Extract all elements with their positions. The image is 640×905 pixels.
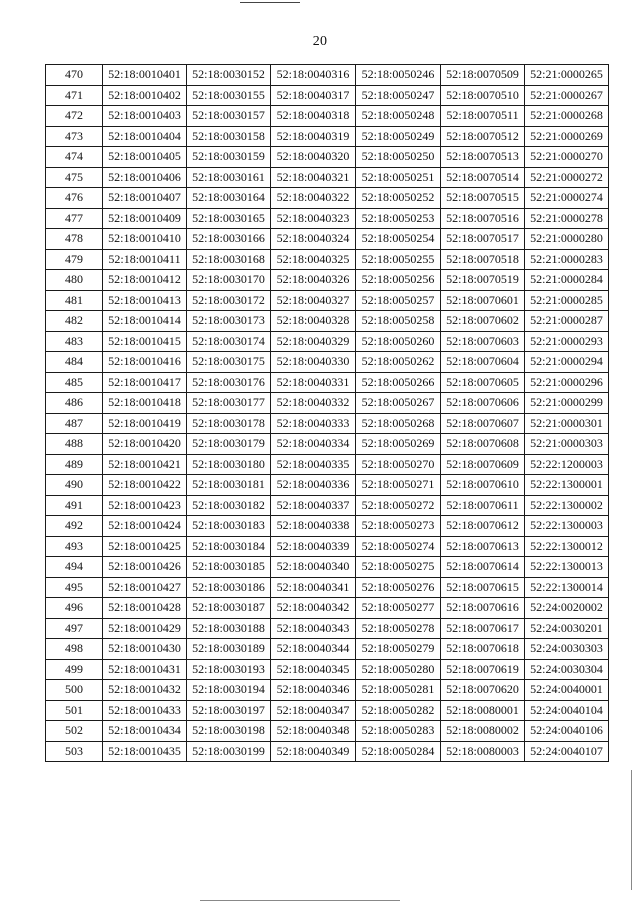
cadastral-number-cell: 52:18:0030174 — [187, 331, 271, 352]
cadastral-number-cell: 52:18:0070513 — [441, 147, 525, 168]
cadastral-number-cell: 52:18:0050274 — [356, 536, 441, 557]
cadastral-number-cell: 52:18:0050254 — [356, 229, 441, 250]
cadastral-number-cell: 52:18:0040327 — [271, 290, 356, 311]
cadastral-number-cell: 52:18:0040326 — [271, 270, 356, 291]
row-number-cell: 478 — [46, 229, 103, 250]
cadastral-number-cell: 52:18:0050258 — [356, 311, 441, 332]
cadastral-number-cell: 52:18:0010435 — [103, 741, 187, 762]
cadastral-number-cell: 52:18:0030170 — [187, 270, 271, 291]
cadastral-number-cell: 52:18:0040318 — [271, 106, 356, 127]
row-number-cell: 496 — [46, 598, 103, 619]
table-row — [46, 434, 609, 455]
cadastral-number-cell: 52:21:0000283 — [525, 249, 609, 270]
cadastral-number-cell: 52:18:0010433 — [103, 700, 187, 721]
table-row — [46, 393, 609, 414]
table-row — [46, 372, 609, 393]
table-row — [46, 721, 609, 742]
cadastral-number-cell: 52:24:0040104 — [525, 700, 609, 721]
table-row — [46, 741, 609, 762]
cadastral-number-cell: 52:18:0050246 — [356, 65, 441, 86]
cadastral-number-cell: 52:18:0030164 — [187, 188, 271, 209]
row-number-cell: 483 — [46, 331, 103, 352]
cadastral-number-cell: 52:18:0080002 — [441, 721, 525, 742]
cadastral-number-cell: 52:18:0010404 — [103, 126, 187, 147]
cadastral-number-cell: 52:18:0040316 — [271, 65, 356, 86]
table-row — [46, 208, 609, 229]
cadastral-number-cell: 52:18:0050278 — [356, 618, 441, 639]
table-row — [46, 85, 609, 106]
row-number-cell: 484 — [46, 352, 103, 373]
cadastral-number-cell: 52:18:0040342 — [271, 598, 356, 619]
cadastral-number-cell: 52:22:1300014 — [525, 577, 609, 598]
row-number-cell: 470 — [46, 65, 103, 86]
page-number: 20 — [312, 34, 328, 49]
table-row — [46, 249, 609, 270]
cadastral-number-cell: 52:18:0030168 — [187, 249, 271, 270]
cadastral-number-cell: 52:18:0070620 — [441, 680, 525, 701]
cadastral-number-cell: 52:18:0040329 — [271, 331, 356, 352]
row-number-cell: 477 — [46, 208, 103, 229]
cadastral-number-cell: 52:18:0070614 — [441, 557, 525, 578]
cadastral-number-cell: 52:18:0070514 — [441, 167, 525, 188]
cadastral-number-cell: 52:18:0010424 — [103, 516, 187, 537]
cadastral-number-cell: 52:21:0000294 — [525, 352, 609, 373]
cadastral-number-cell: 52:21:0000269 — [525, 126, 609, 147]
cadastral-number-cell: 52:18:0040328 — [271, 311, 356, 332]
row-number-cell: 495 — [46, 577, 103, 598]
cadastral-number-cell: 52:18:0070617 — [441, 618, 525, 639]
cadastral-number-cell: 52:18:0070517 — [441, 229, 525, 250]
cadastral-number-cell: 52:18:0070612 — [441, 516, 525, 537]
cadastral-number-cell: 52:18:0010409 — [103, 208, 187, 229]
cadastral-number-cell: 52:18:0030199 — [187, 741, 271, 762]
cadastral-number-cell: 52:18:0050284 — [356, 741, 441, 762]
table-row — [46, 700, 609, 721]
cadastral-number-cell: 52:18:0010434 — [103, 721, 187, 742]
cadastral-number-cell: 52:18:0030178 — [187, 413, 271, 434]
cadastral-number-cell: 52:22:1300003 — [525, 516, 609, 537]
cadastral-number-cell: 52:22:1200003 — [525, 454, 609, 475]
cadastral-number-cell: 52:18:0030165 — [187, 208, 271, 229]
cadastral-number-cell: 52:18:0070618 — [441, 639, 525, 660]
row-number-cell: 473 — [46, 126, 103, 147]
cadastral-number-cell: 52:18:0050251 — [356, 167, 441, 188]
cadastral-number-cell: 52:18:0040341 — [271, 577, 356, 598]
cadastral-number-cell: 52:18:0010415 — [103, 331, 187, 352]
cadastral-number-cell: 52:22:1300001 — [525, 475, 609, 496]
row-number-cell: 490 — [46, 475, 103, 496]
cadastral-number-cell: 52:18:0010431 — [103, 659, 187, 680]
cadastral-number-cell: 52:18:0030193 — [187, 659, 271, 680]
cadastral-number-cell: 52:18:0070616 — [441, 598, 525, 619]
cadastral-number-cell: 52:18:0050277 — [356, 598, 441, 619]
cadastral-number-cell: 52:18:0040323 — [271, 208, 356, 229]
row-number-cell: 474 — [46, 147, 103, 168]
cadastral-number-cell: 52:21:0000265 — [525, 65, 609, 86]
cadastral-number-cell: 52:18:0040344 — [271, 639, 356, 660]
cadastral-number-cell: 52:21:0000280 — [525, 229, 609, 250]
cadastral-number-cell: 52:18:0040337 — [271, 495, 356, 516]
cadastral-number-cell: 52:18:0040317 — [271, 85, 356, 106]
cadastral-number-cell: 52:21:0000270 — [525, 147, 609, 168]
cadastral-number-cell: 52:18:0010427 — [103, 577, 187, 598]
cadastral-number-cell: 52:18:0030152 — [187, 65, 271, 86]
cadastral-number-cell: 52:18:0040322 — [271, 188, 356, 209]
cadastral-number-cell: 52:24:0040001 — [525, 680, 609, 701]
cadastral-number-cell: 52:18:0040332 — [271, 393, 356, 414]
cadastral-number-cell: 52:18:0050275 — [356, 557, 441, 578]
cadastral-number-cell: 52:18:0040335 — [271, 454, 356, 475]
cadastral-number-cell: 52:18:0010412 — [103, 270, 187, 291]
cadastral-number-cell: 52:18:0010414 — [103, 311, 187, 332]
cadastral-number-cell: 52:18:0050266 — [356, 372, 441, 393]
cadastral-number-cell: 52:18:0050249 — [356, 126, 441, 147]
cadastral-number-cell: 52:18:0070605 — [441, 372, 525, 393]
table-row — [46, 65, 609, 86]
row-number-cell: 472 — [46, 106, 103, 127]
cadastral-number-cell: 52:22:1300012 — [525, 536, 609, 557]
cadastral-number-cell: 52:24:0020002 — [525, 598, 609, 619]
cadastral-number-cell: 52:18:0040347 — [271, 700, 356, 721]
cadastral-number-cell: 52:18:0040340 — [271, 557, 356, 578]
cadastral-number-cell: 52:18:0050253 — [356, 208, 441, 229]
cadastral-number-cell: 52:18:0070519 — [441, 270, 525, 291]
cadastral-number-cell: 52:18:0070516 — [441, 208, 525, 229]
cadastral-number-cell: 52:18:0010422 — [103, 475, 187, 496]
cadastral-number-cell: 52:18:0050252 — [356, 188, 441, 209]
cadastral-number-cell: 52:18:0040321 — [271, 167, 356, 188]
cadastral-number-cell: 52:18:0070601 — [441, 290, 525, 311]
cadastral-number-cell: 52:18:0080001 — [441, 700, 525, 721]
cadastral-number-cell: 52:18:0070615 — [441, 577, 525, 598]
cadastral-number-cell: 52:18:0010418 — [103, 393, 187, 414]
cadastral-number-cell: 52:18:0070604 — [441, 352, 525, 373]
cadastral-number-cell: 52:18:0030166 — [187, 229, 271, 250]
cadastral-number-cell: 52:18:0070512 — [441, 126, 525, 147]
cadastral-number-cell: 52:18:0050247 — [356, 85, 441, 106]
cadastral-number-cell: 52:18:0050269 — [356, 434, 441, 455]
cadastral-number-cell: 52:18:0030175 — [187, 352, 271, 373]
cadastral-number-cell: 52:18:0050255 — [356, 249, 441, 270]
cadastral-number-cell: 52:21:0000296 — [525, 372, 609, 393]
cadastral-number-cell: 52:18:0050271 — [356, 475, 441, 496]
cadastral-number-cell: 52:18:0070509 — [441, 65, 525, 86]
table-row — [46, 331, 609, 352]
cadastral-number-cell: 52:18:0030172 — [187, 290, 271, 311]
cadastral-number-cell: 52:21:0000274 — [525, 188, 609, 209]
cadastral-number-cell: 52:18:0050279 — [356, 639, 441, 660]
cadastral-number-cell: 52:18:0050262 — [356, 352, 441, 373]
cadastral-numbers-table — [45, 64, 609, 762]
cadastral-number-cell: 52:18:0030187 — [187, 598, 271, 619]
table-row — [46, 352, 609, 373]
scan-edge-bottom — [200, 900, 400, 901]
cadastral-number-cell: 52:21:0000299 — [525, 393, 609, 414]
row-number-cell: 499 — [46, 659, 103, 680]
cadastral-number-cell: 52:18:0050282 — [356, 700, 441, 721]
row-number-cell: 488 — [46, 434, 103, 455]
cadastral-number-cell: 52:18:0040343 — [271, 618, 356, 639]
cadastral-number-cell: 52:18:0070611 — [441, 495, 525, 516]
cadastral-number-cell: 52:18:0040319 — [271, 126, 356, 147]
cadastral-number-cell: 52:18:0050276 — [356, 577, 441, 598]
row-number-cell: 491 — [46, 495, 103, 516]
cadastral-number-cell: 52:18:0050248 — [356, 106, 441, 127]
row-number-cell: 493 — [46, 536, 103, 557]
cadastral-number-cell: 52:18:0010417 — [103, 372, 187, 393]
row-number-cell: 486 — [46, 393, 103, 414]
cadastral-number-cell: 52:18:0030183 — [187, 516, 271, 537]
cadastral-number-cell: 52:18:0040330 — [271, 352, 356, 373]
cadastral-number-cell: 52:18:0040325 — [271, 249, 356, 270]
row-number-cell: 476 — [46, 188, 103, 209]
cadastral-number-cell: 52:18:0010413 — [103, 290, 187, 311]
cadastral-number-cell: 52:18:0010411 — [103, 249, 187, 270]
cadastral-number-cell: 52:24:0030201 — [525, 618, 609, 639]
cadastral-number-cell: 52:18:0070610 — [441, 475, 525, 496]
cadastral-number-cell: 52:18:0070511 — [441, 106, 525, 127]
cadastral-number-cell: 52:18:0070515 — [441, 188, 525, 209]
cadastral-number-cell: 52:18:0030180 — [187, 454, 271, 475]
cadastral-number-cell: 52:18:0040324 — [271, 229, 356, 250]
cadastral-number-cell: 52:21:0000287 — [525, 311, 609, 332]
table-row — [46, 557, 609, 578]
cadastral-number-cell: 52:18:0010416 — [103, 352, 187, 373]
cadastral-number-cell: 52:18:0030157 — [187, 106, 271, 127]
table-row — [46, 290, 609, 311]
table-row — [46, 413, 609, 434]
table-row — [46, 598, 609, 619]
row-number-cell: 503 — [46, 741, 103, 762]
cadastral-number-cell: 52:18:0010410 — [103, 229, 187, 250]
cadastral-number-cell: 52:18:0030177 — [187, 393, 271, 414]
row-number-cell: 494 — [46, 557, 103, 578]
cadastral-number-cell: 52:18:0030189 — [187, 639, 271, 660]
cadastral-number-cell: 52:18:0050283 — [356, 721, 441, 742]
row-number-cell: 480 — [46, 270, 103, 291]
scan-edge-right — [631, 770, 632, 890]
cadastral-number-cell: 52:18:0030184 — [187, 536, 271, 557]
row-number-cell: 481 — [46, 290, 103, 311]
cadastral-number-cell: 52:18:0040338 — [271, 516, 356, 537]
scan-edge-top — [240, 2, 300, 3]
cadastral-number-cell: 52:18:0070603 — [441, 331, 525, 352]
row-number-cell: 485 — [46, 372, 103, 393]
cadastral-number-cell: 52:18:0010423 — [103, 495, 187, 516]
cadastral-number-cell: 52:18:0030181 — [187, 475, 271, 496]
table-row — [46, 147, 609, 168]
cadastral-number-cell: 52:18:0030158 — [187, 126, 271, 147]
table-row — [46, 659, 609, 680]
cadastral-number-cell: 52:18:0010407 — [103, 188, 187, 209]
table-row — [46, 126, 609, 147]
cadastral-number-cell: 52:18:0040333 — [271, 413, 356, 434]
cadastral-number-cell: 52:18:0070606 — [441, 393, 525, 414]
cadastral-number-cell: 52:18:0050280 — [356, 659, 441, 680]
cadastral-number-cell: 52:18:0050270 — [356, 454, 441, 475]
row-number-cell: 492 — [46, 516, 103, 537]
cadastral-number-cell: 52:18:0010403 — [103, 106, 187, 127]
cadastral-number-cell: 52:18:0010430 — [103, 639, 187, 660]
cadastral-number-cell: 52:18:0030198 — [187, 721, 271, 742]
cadastral-number-cell: 52:18:0040348 — [271, 721, 356, 742]
cadastral-number-cell: 52:18:0050250 — [356, 147, 441, 168]
cadastral-number-cell: 52:18:0010405 — [103, 147, 187, 168]
table-row — [46, 311, 609, 332]
cadastral-number-cell: 52:21:0000293 — [525, 331, 609, 352]
cadastral-number-cell: 52:18:0070609 — [441, 454, 525, 475]
table-row — [46, 495, 609, 516]
cadastral-number-cell: 52:18:0040336 — [271, 475, 356, 496]
cadastral-number-cell: 52:18:0030197 — [187, 700, 271, 721]
row-number-cell: 487 — [46, 413, 103, 434]
cadastral-number-cell: 52:18:0080003 — [441, 741, 525, 762]
table-row — [46, 577, 609, 598]
cadastral-number-cell: 52:18:0010426 — [103, 557, 187, 578]
cadastral-number-cell: 52:22:1300002 — [525, 495, 609, 516]
cadastral-number-cell: 52:18:0070619 — [441, 659, 525, 680]
cadastral-number-cell: 52:18:0040346 — [271, 680, 356, 701]
table-body — [46, 65, 609, 762]
table-row — [46, 188, 609, 209]
cadastral-number-cell: 52:18:0010406 — [103, 167, 187, 188]
table-row — [46, 167, 609, 188]
table-row — [46, 229, 609, 250]
cadastral-number-cell: 52:18:0070510 — [441, 85, 525, 106]
cadastral-number-cell: 52:18:0070613 — [441, 536, 525, 557]
table-row — [46, 618, 609, 639]
cadastral-number-cell: 52:18:0030173 — [187, 311, 271, 332]
cadastral-number-cell: 52:18:0070607 — [441, 413, 525, 434]
cadastral-number-cell: 52:24:0030303 — [525, 639, 609, 660]
cadastral-number-cell: 52:21:0000303 — [525, 434, 609, 455]
cadastral-number-cell: 52:18:0050260 — [356, 331, 441, 352]
table-row — [46, 639, 609, 660]
cadastral-number-cell: 52:18:0050272 — [356, 495, 441, 516]
cadastral-number-cell: 52:21:0000284 — [525, 270, 609, 291]
table-row — [46, 536, 609, 557]
table-row — [46, 454, 609, 475]
cadastral-number-cell: 52:18:0030161 — [187, 167, 271, 188]
cadastral-number-cell: 52:18:0030186 — [187, 577, 271, 598]
cadastral-number-cell: 52:21:0000267 — [525, 85, 609, 106]
table-row — [46, 475, 609, 496]
cadastral-number-cell: 52:18:0030194 — [187, 680, 271, 701]
row-number-cell: 471 — [46, 85, 103, 106]
cadastral-number-cell: 52:18:0030176 — [187, 372, 271, 393]
cadastral-number-cell: 52:18:0010419 — [103, 413, 187, 434]
cadastral-number-cell: 52:18:0010402 — [103, 85, 187, 106]
cadastral-number-cell: 52:18:0050281 — [356, 680, 441, 701]
row-number-cell: 498 — [46, 639, 103, 660]
cadastral-number-cell: 52:21:0000278 — [525, 208, 609, 229]
table-row — [46, 106, 609, 127]
cadastral-number-cell: 52:18:0010432 — [103, 680, 187, 701]
cadastral-number-cell: 52:18:0010420 — [103, 434, 187, 455]
cadastral-number-cell: 52:18:0070608 — [441, 434, 525, 455]
cadastral-number-cell: 52:18:0030179 — [187, 434, 271, 455]
row-number-cell: 500 — [46, 680, 103, 701]
cadastral-number-cell: 52:18:0040320 — [271, 147, 356, 168]
cadastral-number-cell: 52:21:0000301 — [525, 413, 609, 434]
cadastral-number-cell: 52:18:0030185 — [187, 557, 271, 578]
cadastral-number-cell: 52:18:0010428 — [103, 598, 187, 619]
table-row — [46, 680, 609, 701]
cadastral-number-cell: 52:18:0030155 — [187, 85, 271, 106]
row-number-cell: 489 — [46, 454, 103, 475]
cadastral-number-cell: 52:18:0070602 — [441, 311, 525, 332]
cadastral-number-cell: 52:18:0040334 — [271, 434, 356, 455]
cadastral-number-cell: 52:18:0050267 — [356, 393, 441, 414]
cadastral-number-cell: 52:18:0050268 — [356, 413, 441, 434]
cadastral-number-cell: 52:21:0000268 — [525, 106, 609, 127]
table-row — [46, 270, 609, 291]
cadastral-number-cell: 52:18:0010429 — [103, 618, 187, 639]
cadastral-number-cell: 52:18:0050257 — [356, 290, 441, 311]
cadastral-number-cell: 52:24:0030304 — [525, 659, 609, 680]
row-number-cell: 482 — [46, 311, 103, 332]
table-row — [46, 516, 609, 537]
row-number-cell: 501 — [46, 700, 103, 721]
cadastral-number-cell: 52:18:0010421 — [103, 454, 187, 475]
cadastral-number-cell: 52:18:0030159 — [187, 147, 271, 168]
cadastral-number-cell: 52:18:0050273 — [356, 516, 441, 537]
cadastral-number-cell: 52:18:0050256 — [356, 270, 441, 291]
cadastral-number-cell: 52:18:0040339 — [271, 536, 356, 557]
cadastral-number-cell: 52:18:0030182 — [187, 495, 271, 516]
cadastral-number-cell: 52:18:0040345 — [271, 659, 356, 680]
cadastral-number-cell: 52:24:0040106 — [525, 721, 609, 742]
row-number-cell: 479 — [46, 249, 103, 270]
cadastral-number-cell: 52:18:0010401 — [103, 65, 187, 86]
cadastral-number-cell: 52:21:0000285 — [525, 290, 609, 311]
cadastral-number-cell: 52:18:0010425 — [103, 536, 187, 557]
cadastral-number-cell: 52:22:1300013 — [525, 557, 609, 578]
row-number-cell: 502 — [46, 721, 103, 742]
cadastral-number-cell: 52:18:0070518 — [441, 249, 525, 270]
row-number-cell: 475 — [46, 167, 103, 188]
cadastral-number-cell: 52:18:0030188 — [187, 618, 271, 639]
row-number-cell: 497 — [46, 618, 103, 639]
cadastral-number-cell: 52:21:0000272 — [525, 167, 609, 188]
cadastral-number-cell: 52:24:0040107 — [525, 741, 609, 762]
cadastral-number-cell: 52:18:0040349 — [271, 741, 356, 762]
cadastral-number-cell: 52:18:0040331 — [271, 372, 356, 393]
